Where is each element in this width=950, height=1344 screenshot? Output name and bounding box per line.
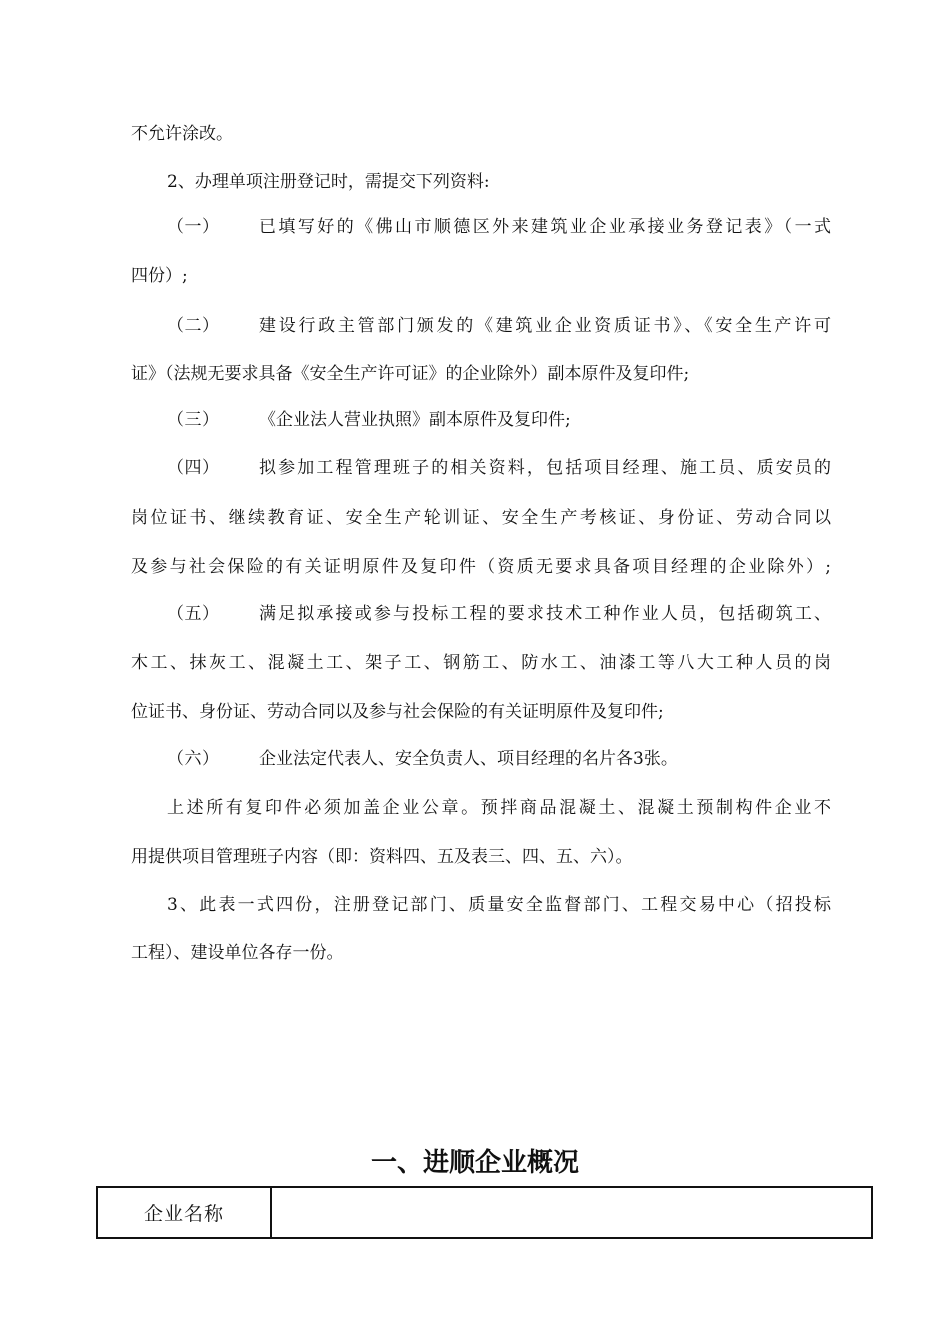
section-title: 一、进顺企业概况 [370, 1148, 579, 1178]
company-info-table [96, 1186, 873, 1239]
item-text-continued: 证》（法规无要求具备《安全生产许可证》的企业除外）副本原件及复印件; [131, 364, 690, 384]
item-text-continued: 及参与社会保险的有关证明原件及复印件（资质无要求具备项目经理的企业除外）; [131, 557, 831, 577]
item-number: （四） [167, 458, 219, 478]
item-number: （一） [167, 217, 219, 237]
item-text-continued: 岗位证书、继续教育证、安全生产轮训证、安全生产考核证、身份证、劳动合同以 [131, 508, 831, 528]
item-text: 《企业法人营业执照》副本原件及复印件; [259, 410, 571, 430]
item-3-text: 3、此表一式四份，注册登记部门、质量安全监督部门、工程交易中心（招投标 [167, 895, 831, 915]
item-3-text-continued: 工程）、建设单位各存一份。 [131, 943, 344, 963]
item-number: （五） [167, 604, 219, 624]
item-text: 已填写好的《佛山市顺德区外来建筑业企业承接业务登记表》（一式 [259, 217, 831, 237]
item-text: 企业法定代表人、安全负责人、项目经理的名片各3张。 [259, 749, 678, 769]
item-number: （三） [167, 410, 219, 430]
intro-end-text: 不允许涂改。 [131, 124, 233, 144]
item-text-continued: 四份）; [131, 266, 188, 286]
item-text: 拟参加工程管理班子的相关资料，包括项目经理、施工员、质安员的 [259, 458, 831, 478]
company-name-field[interactable] [271, 1187, 872, 1238]
item-number: （六） [167, 749, 219, 769]
table-row [97, 1187, 872, 1238]
note-text-continued: 用提供项目管理班子内容（即：资料四、五及表三、四、五、六）。 [131, 847, 633, 867]
item-text: 满足拟承接或参与投标工程的要求技术工种作业人员，包括砌筑工、 [259, 604, 831, 624]
item-text-continued: 位证书、身份证、劳动合同以及参与社会保险的有关证明原件及复印件; [131, 702, 664, 722]
note-text: 上述所有复印件必须加盖企业公章。预拌商品混凝土、混凝土预制构件企业不 [167, 798, 831, 818]
company-name-label: 企业名称 [97, 1187, 271, 1238]
item-text-continued: 木工、抹灰工、混凝土工、架子工、钢筋工、防水工、油漆工等八大工种人员的岗 [131, 653, 831, 673]
item-number: （二） [167, 316, 219, 336]
item-2-heading: 2、办理单项注册登记时，需提交下列资料: [167, 172, 490, 192]
item-text: 建设行政主管部门颁发的《建筑业企业资质证书》、《安全生产许可 [259, 316, 831, 336]
